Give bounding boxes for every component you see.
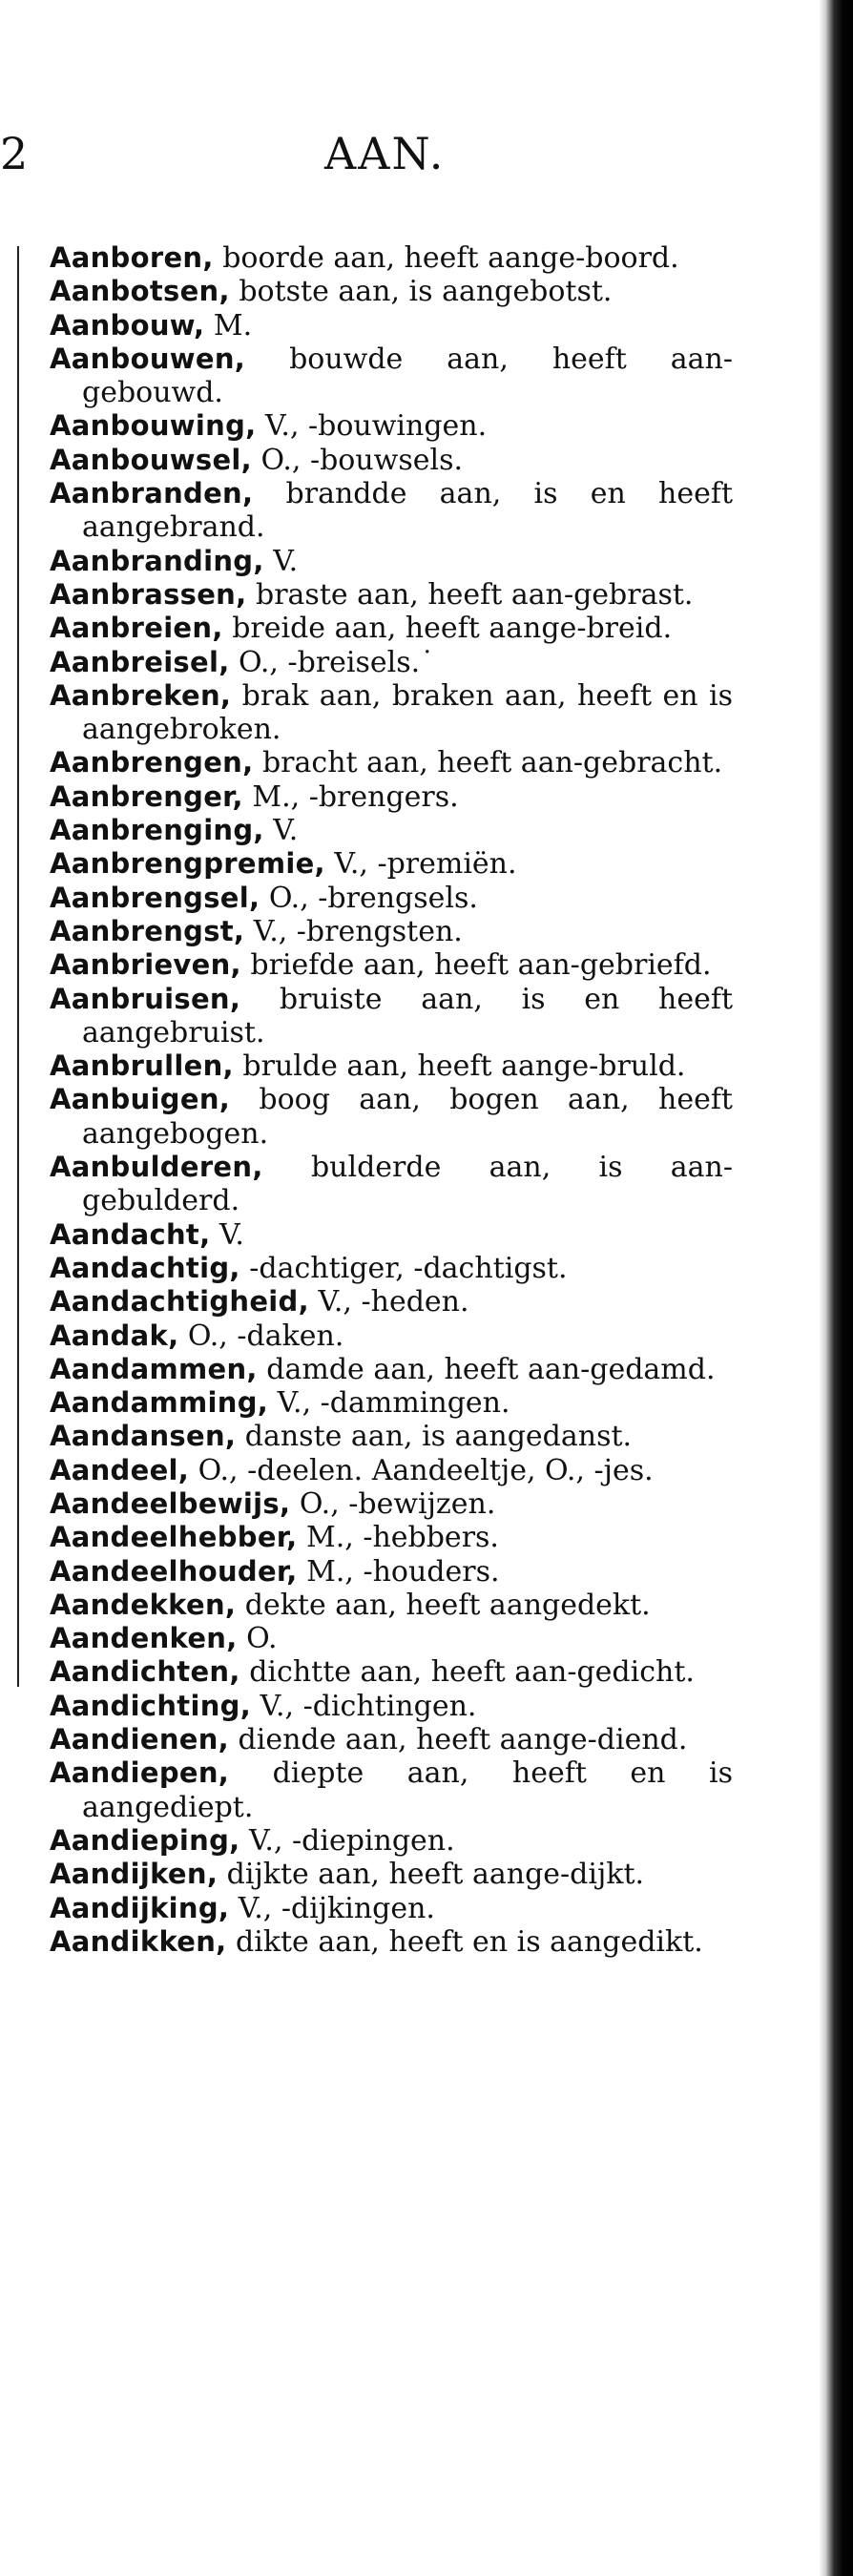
dictionary-entry [50, 1353, 733, 1386]
entry-definition: bruiste aan, is en heeft aangebruist. [82, 982, 733, 1049]
entry-definition: briefde aan, heeft aan-gebriefd. [240, 948, 712, 983]
entry-headword: Aandichting, [50, 1689, 252, 1722]
entry-headword: Aandienen, [50, 1723, 230, 1756]
entry-headword: Aanbouwen, [50, 342, 246, 375]
entry-definition: V., -heden. [308, 1285, 469, 1319]
dictionary-entry [50, 1655, 733, 1689]
dictionary-entry [50, 1589, 733, 1622]
entry-headword: Aandamming, [50, 1386, 269, 1420]
page-number: 2 [0, 128, 29, 179]
dictionary-entry [50, 1858, 733, 1891]
dictionary-entry [50, 1521, 733, 1554]
entry-headword: Aanbouw, [50, 308, 205, 342]
entry-headword: Aandiepen, [50, 1756, 230, 1790]
entry-headword: Aanbulderen, [50, 1151, 263, 1184]
entry-definition: O., -bouwsels. [251, 443, 464, 477]
entry-definition: bracht aan, heeft aan-gebracht. [253, 746, 723, 780]
entry-headword: Aandekken, [50, 1588, 237, 1621]
entry-definition: boog aan, bogen aan, heeft aangebogen. [82, 1083, 733, 1151]
dictionary-entry [50, 1049, 733, 1083]
dictionary-entry [50, 545, 733, 578]
entry-headword: Aanbreken, [50, 678, 232, 712]
entry-list [50, 241, 733, 1959]
entry-definition: damde aan, heeft aan-gedamd. [257, 1352, 716, 1386]
dictionary-entry [50, 983, 733, 1050]
entry-headword: Aanbouwsel, [50, 443, 252, 476]
dictionary-entry [50, 1622, 733, 1655]
entry-headword: Aandikken, [50, 1924, 227, 1958]
entry-headword: Aandenken, [50, 1622, 238, 1655]
page-edge-shadow [819, 0, 853, 2576]
dictionary-entry [50, 409, 733, 443]
entry-definition: V., -dijkingen. [229, 1891, 435, 1925]
dictionary-entry [50, 241, 733, 275]
entry-definition: brak aan, braken aan, heeft en is aangebroken. [82, 678, 733, 747]
dictionary-entry [50, 612, 733, 645]
dictionary-entry [50, 1925, 733, 1959]
entry-definition: M. [204, 308, 253, 343]
entry-headword: Aandansen, [50, 1420, 237, 1453]
entry-definition: O., -daken. [178, 1319, 344, 1353]
entry-headword: Aandeelhouder, [50, 1554, 298, 1588]
entry-headword: Aandijken, [50, 1858, 218, 1891]
entry-definition: O. [237, 1622, 278, 1656]
dictionary-entry [50, 1252, 733, 1285]
entry-headword: Aanbrieven, [50, 948, 241, 982]
dictionary-entry [50, 1151, 733, 1218]
entry-definition: brandde aan, is en heeft aangebrand. [82, 477, 733, 545]
entry-headword: Aanbrengst, [50, 914, 245, 947]
entry-definition: V. [210, 1217, 244, 1252]
dictionary-entry [50, 1420, 733, 1453]
dictionary-entry [50, 1723, 733, 1756]
entry-definition: M., -brengers. [242, 779, 459, 814]
dictionary-entry [50, 309, 733, 343]
entry-definition: V. [263, 544, 299, 578]
entry-headword: Aandachtig, [50, 1251, 240, 1284]
entry-headword: Aandijking, [50, 1891, 230, 1924]
dictionary-entry [50, 1487, 733, 1521]
dictionary-entry [50, 1892, 733, 1925]
entry-definition: braste aan, heeft aan-gebrast. [246, 577, 694, 612]
dictionary-entry [50, 882, 733, 915]
dictionary-entry [50, 1083, 733, 1151]
entry-headword: Aanbrengpremie, [50, 847, 325, 881]
entry-headword: Aanbouwing, [50, 409, 257, 443]
dictionary-entry [50, 477, 733, 545]
dictionary-entry [50, 343, 733, 410]
entry-definition: V., -brengsten. [244, 914, 463, 948]
entry-definition: dijkte aan, heeft aange-dijkt. [218, 1858, 645, 1892]
dictionary-entry [50, 444, 733, 477]
dictionary-entry [50, 1555, 733, 1589]
entry-definition: diende aan, heeft aange-diend. [229, 1723, 688, 1757]
dictionary-entry [50, 1756, 733, 1824]
entry-headword: Aandeelbewijs, [50, 1486, 291, 1520]
entry-definition: M., -houders. [297, 1554, 500, 1589]
entry-headword: Aanbranding, [50, 544, 264, 577]
dictionary-entry [50, 646, 733, 679]
column-rule [17, 246, 19, 1687]
entry-definition: O., -breisels.˙ [229, 645, 435, 679]
entry-definition: -dachtiger, -dachtigst. [239, 1251, 568, 1285]
dictionary-entry [50, 915, 733, 948]
dictionary-entry [50, 948, 733, 982]
entry-definition: V., -bouwingen. [256, 409, 488, 444]
entry-headword: Aandeelhebber, [50, 1521, 298, 1554]
entry-definition: V., -dichtingen. [251, 1689, 477, 1723]
entry-definition: bouwde aan, heeft aan-gebouwd. [82, 342, 733, 410]
dictionary-entry [50, 275, 733, 308]
dictionary-entry [50, 578, 733, 612]
entry-headword: Aanbrullen, [50, 1049, 234, 1083]
dictionary-entry [50, 1386, 733, 1420]
dictionary-entry [50, 1454, 733, 1487]
entry-definition: danste aan, is aangedanst. [236, 1420, 633, 1454]
entry-definition: V., -dammingen. [268, 1386, 510, 1421]
dictionary-entry [50, 847, 733, 881]
entry-headword: Aandammen, [50, 1352, 258, 1385]
entry-headword: Aanbotsen, [50, 275, 230, 308]
entry-definition: diepte aan, heeft en is aangediept. [82, 1756, 733, 1824]
dictionary-entry [50, 1824, 733, 1858]
dictionary-entry [50, 746, 733, 779]
entry-headword: Aandacht, [50, 1217, 211, 1251]
entry-definition: dekte aan, heeft aangedekt. [236, 1588, 651, 1622]
entry-definition: bulderde aan, is aan-gebulderd. [82, 1151, 733, 1218]
entry-headword: Aanbrassen, [50, 577, 247, 611]
entry-definition: M., -hebbers. [297, 1521, 499, 1555]
entry-definition: O., -bewijzen. [290, 1486, 496, 1521]
running-head: AAN. [324, 128, 446, 179]
entry-headword: Aanbrengsel, [50, 881, 260, 914]
entry-definition: V., -diepingen. [239, 1823, 455, 1858]
dictionary-entry [50, 679, 733, 747]
entry-definition: V., -premiën. [324, 847, 517, 882]
entry-headword: Aandieping, [50, 1823, 240, 1857]
entry-definition: breide aan, heeft aange-breid. [222, 612, 673, 646]
entry-headword: Aanbreien, [50, 612, 223, 645]
entry-headword: Aanbranden, [50, 477, 254, 510]
dictionary-entry [50, 780, 733, 814]
dictionary-entry [50, 814, 733, 847]
entry-headword: Aanbrenger, [50, 779, 243, 813]
entry-headword: Aanbreisel, [50, 645, 230, 678]
entry-headword: Aandak, [50, 1319, 179, 1352]
entry-definition: brulde aan, heeft aange-bruld. [233, 1049, 686, 1084]
entry-headword: Aandeel, [50, 1453, 190, 1486]
entry-definition: V. [263, 814, 299, 848]
entry-headword: Aandichten, [50, 1655, 240, 1689]
entry-definition: O., -brengsels. [260, 881, 478, 915]
entry-definition: dikte aan, heeft en is aangedikt. [226, 1924, 703, 1959]
entry-headword: Aandachtigheid, [50, 1285, 309, 1319]
entry-headword: Aanbrenging, [50, 814, 264, 847]
dictionary-entry [50, 1218, 733, 1252]
dictionary-entry [50, 1319, 733, 1353]
entry-headword: Aanbruisen, [50, 982, 241, 1015]
entry-definition: dichtte aan, heeft aan-gedicht. [239, 1655, 695, 1690]
entry-definition: botste aan, is aangebotst. [229, 275, 613, 309]
entry-headword: Aanbrengen, [50, 746, 254, 779]
entry-definition: O., -deelen. Aandeeltje, O., -jes. [189, 1453, 654, 1487]
entry-headword: Aanboren, [50, 241, 214, 274]
entry-definition: boorde aan, heeft aange-boord. [213, 241, 679, 275]
dictionary-entry [50, 1285, 733, 1319]
entry-headword: Aanbuigen, [50, 1083, 231, 1116]
dictionary-entry [50, 1690, 733, 1723]
